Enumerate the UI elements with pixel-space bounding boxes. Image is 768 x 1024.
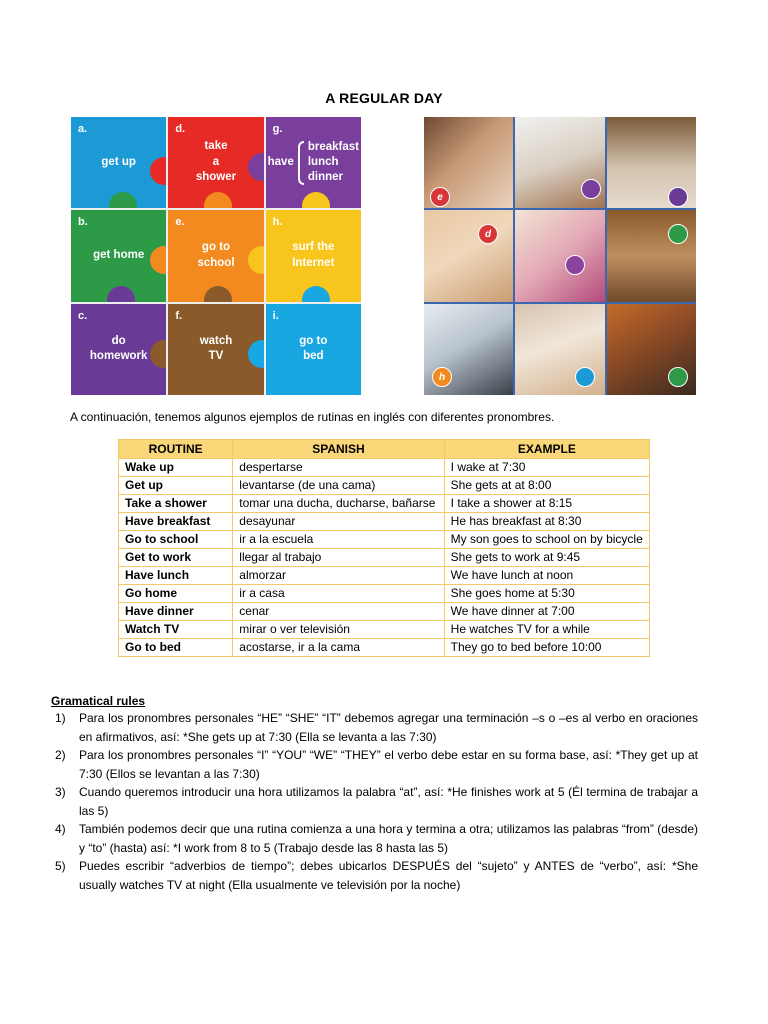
puzzle-piece-a (71, 117, 166, 208)
routine-cell: Go to school (119, 531, 233, 549)
routine-cell: Get up (119, 477, 233, 495)
photo-girl-waking (515, 117, 604, 208)
example-cell: I wake at 7:30 (444, 459, 649, 477)
example-cell: My son goes to school on by bicycle (444, 531, 649, 549)
rule-text: Puedes escribir “adverbios de tiempo”; debes ubicarlos DESPUÉS del “sujeto” y ANTES de “verbo”, así: *She usually watches TV at night (Ella usualmente ve televisión por la noche) (79, 859, 698, 892)
meal-item: lunch (307, 156, 339, 169)
spanish-cell: almorzar (233, 567, 444, 585)
example-cell: We have dinner at 7:00 (444, 603, 649, 621)
piece-letter: i. (272, 309, 279, 322)
piece-text-have: have (267, 155, 294, 168)
column-header-example: EXAMPLE (444, 440, 649, 459)
meal-item: breakfast (307, 141, 359, 154)
table-row (119, 549, 650, 567)
piece-text: surf the Internet (292, 241, 335, 269)
spanish-cell: ir a casa (233, 585, 444, 603)
piece-text: take a shower (195, 140, 237, 184)
table-row (119, 495, 650, 513)
letter-badge-e: e (430, 187, 450, 207)
routine-cell: Go to bed (119, 639, 233, 657)
meal-list (308, 140, 359, 185)
photo-man-tv (607, 304, 696, 395)
table-row (119, 531, 650, 549)
rule-item (51, 820, 698, 857)
table-row (119, 585, 650, 603)
letter-badge-h: h (432, 367, 452, 387)
table-row (119, 567, 650, 585)
piece-letter: c. (78, 309, 88, 322)
routine-puzzle-graphic (71, 117, 361, 395)
rule-number: 4) (55, 822, 66, 836)
example-cell: She goes home at 5:30 (444, 585, 649, 603)
photo-bathroom (607, 117, 696, 208)
rule-number: 3) (55, 785, 66, 799)
routine-cell: Take a shower (119, 495, 233, 513)
example-cell: They go to bed before 10:00 (444, 639, 649, 657)
puzzle-piece-f (168, 304, 263, 395)
example-cell: She gets at at 8:00 (444, 477, 649, 495)
photo-girl-on-bed (424, 117, 513, 208)
puzzle-piece-h (266, 210, 361, 301)
table-row (119, 459, 650, 477)
letter-badge (575, 367, 595, 387)
letter-badge (668, 187, 688, 207)
rule-text: Para los pronombres personales “HE” “SHE” “IT” debemos agregar una terminación –s o –es al verbo en oraciones en afirmativos, así: *She gets up at 7:30 (Ella se levanta a las 7:30) (79, 711, 698, 744)
routine-cell: Wake up (119, 459, 233, 477)
photo-girl-eating (515, 210, 604, 301)
routine-cell: Have breakfast (119, 513, 233, 531)
puzzle-piece-b (71, 210, 166, 301)
piece-letter: b. (78, 216, 88, 229)
piece-text: go to bed (299, 334, 328, 363)
letter-badge (581, 179, 601, 199)
column-header-routine: ROUTINE (119, 440, 233, 459)
spanish-cell: ir a la escuela (233, 531, 444, 549)
piece-letter: d. (175, 123, 186, 135)
rule-number: 1) (55, 711, 66, 725)
letter-badge-d: d (478, 224, 498, 244)
table-header-row (119, 440, 650, 459)
example-cell: We have lunch at noon (444, 567, 649, 585)
routine-cell: Watch TV (119, 621, 233, 639)
spanish-cell: despertarse (233, 459, 444, 477)
puzzle-piece-d (168, 117, 263, 208)
routine-photo-collage (424, 117, 696, 395)
routine-cell: Have dinner (119, 603, 233, 621)
rule-text: También podemos decir que una rutina comienza a una hora y termina a otra; utilizamos las palabras “from” (desde) y “to” (hasta) así: *I work from 8 to 5 (Trabajo desde las 8 hasta las 5) (79, 822, 698, 855)
rule-text: Cuando queremos introducir una hora utilizamos la palabra “at”, así: *He finishes work at 5 (Él termina de trabajar a las 5) (79, 785, 698, 818)
spanish-cell: tomar una ducha, ducharse, bañarse (233, 495, 444, 513)
spanish-cell: levantarse (de una cama) (233, 477, 444, 495)
routine-cell: Get to work (119, 549, 233, 567)
rules-list (51, 709, 698, 894)
letter-badge (668, 367, 688, 387)
puzzle-piece-e (168, 210, 263, 301)
photo-door-key (607, 210, 696, 301)
piece-text: get up (101, 155, 136, 168)
piece-letter: e. (175, 216, 185, 229)
rule-number: 2) (55, 748, 66, 762)
letter-badge (668, 224, 688, 244)
rule-text: Para los pronombres personales “I” “YOU” “WE” “THEY” el verbo debe estar en su forma base, así: *They get up at 7:30 (Ellos se levantan a las 7:30) (79, 748, 698, 781)
puzzle-piece-g (266, 117, 361, 208)
rule-item (51, 746, 698, 783)
spanish-cell: llegar al trabajo (233, 549, 444, 567)
example-cell: He has breakfast at 8:30 (444, 513, 649, 531)
rule-item (51, 709, 698, 746)
spanish-cell: acostarse, ir a la cama (233, 639, 444, 657)
table-row (119, 621, 650, 639)
routine-cell: Have lunch (119, 567, 233, 585)
rules-heading: Gramatical rules (51, 694, 146, 708)
table-row (119, 477, 650, 495)
spanish-cell: cenar (233, 603, 444, 621)
spanish-cell: mirar o ver televisión (233, 621, 444, 639)
meal-item: dinner (307, 171, 343, 184)
rule-item (51, 783, 698, 820)
piece-text: watch TV (199, 334, 233, 363)
rule-number: 5) (55, 859, 66, 873)
piece-text: go to school (197, 241, 235, 269)
piece-letter: g. (272, 123, 283, 135)
table-row (119, 603, 650, 621)
example-cell: She gets to work at 9:45 (444, 549, 649, 567)
table-row (119, 513, 650, 531)
puzzle-piece-c (71, 304, 166, 395)
intro-text: A continuación, tenemos algunos ejemplos de rutinas en inglés con diferentes pronombres. (70, 410, 555, 424)
example-cell: I take a shower at 8:15 (444, 495, 649, 513)
column-header-spanish: SPANISH (233, 440, 444, 459)
piece-letter: a. (78, 123, 88, 135)
letter-badge (565, 255, 585, 275)
photo-girl-sleeping (515, 304, 604, 395)
table-row (119, 639, 650, 657)
example-cell: He watches TV for a while (444, 621, 649, 639)
piece-text: do homework (89, 334, 148, 363)
photo-girl-smiling (424, 210, 513, 301)
brace-icon (298, 141, 304, 185)
page-title: A REGULAR DAY (325, 90, 443, 106)
piece-letter: h. (272, 216, 283, 229)
puzzle-piece-i (266, 304, 361, 395)
spanish-cell: desayunar (233, 513, 444, 531)
piece-letter: f. (175, 309, 183, 322)
routines-table (118, 439, 650, 657)
rule-item (51, 857, 698, 894)
piece-text: get home (93, 249, 145, 262)
photo-boy-computer (424, 304, 513, 395)
routine-cell: Go home (119, 585, 233, 603)
